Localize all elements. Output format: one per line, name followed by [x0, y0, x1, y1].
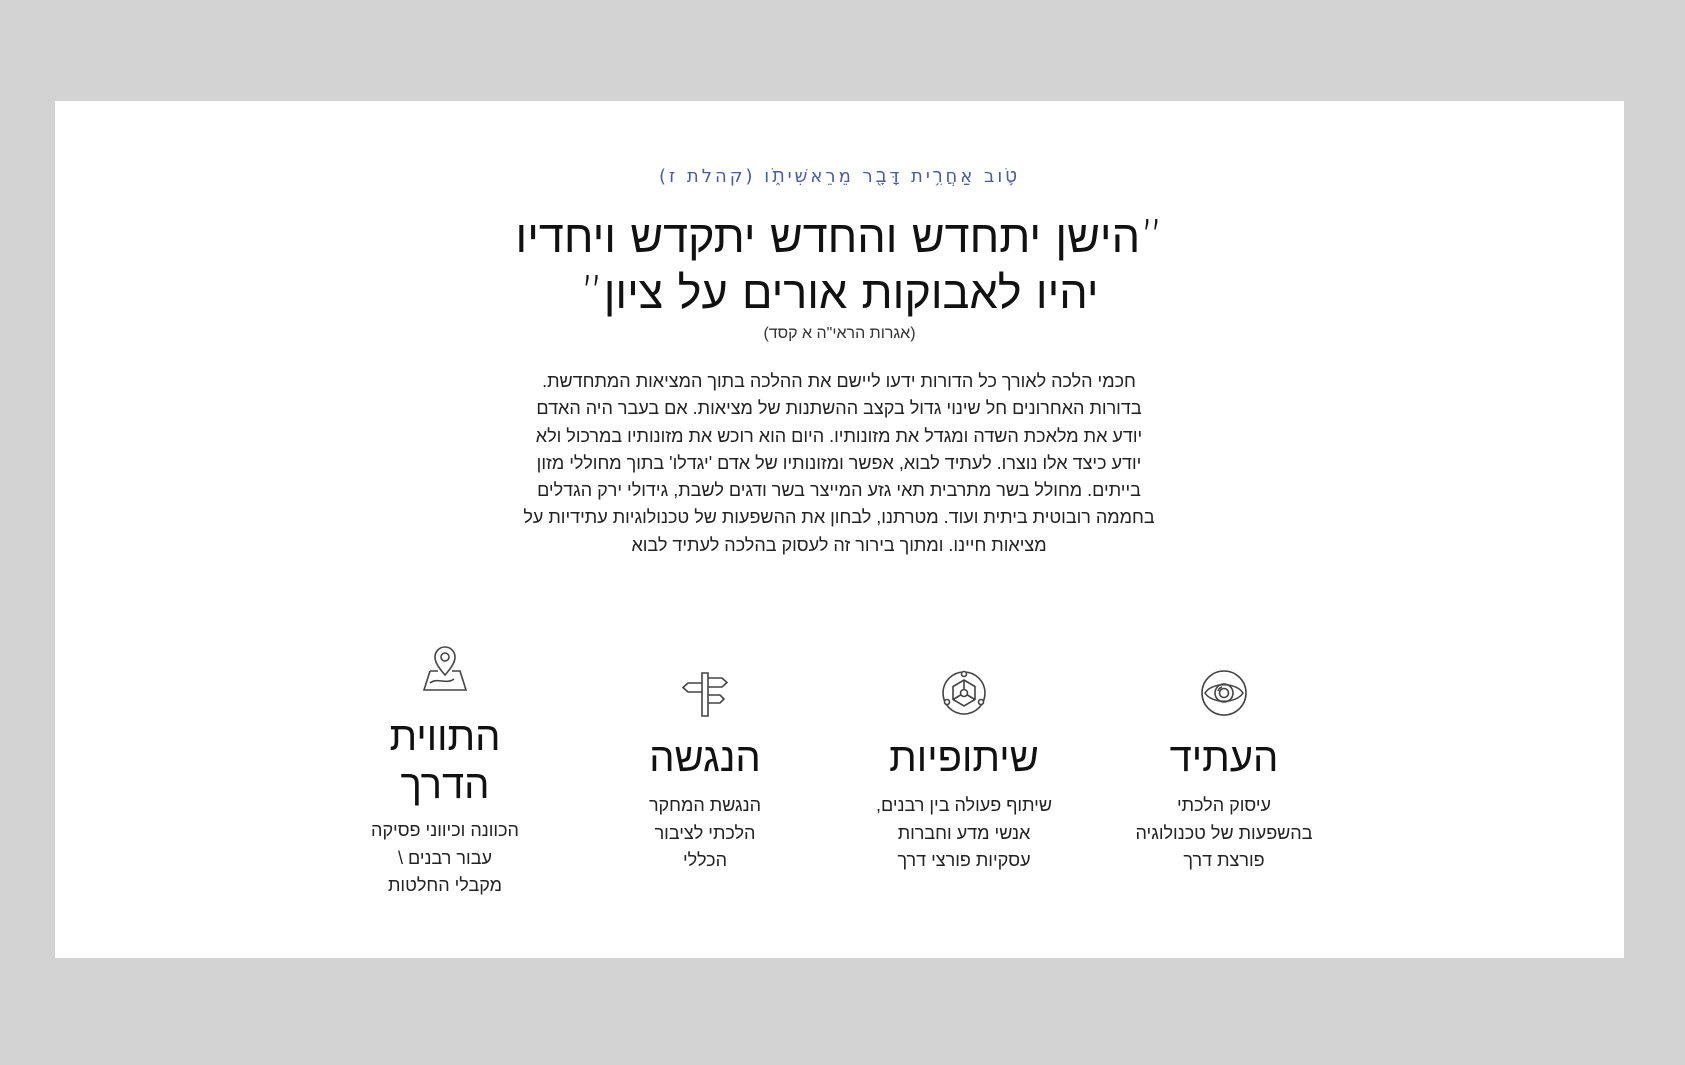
feature-accessibility — [585, 664, 825, 904]
feature-description-line: עבור רבנים \ — [398, 847, 492, 868]
feature-title-line: הדרך — [400, 762, 490, 808]
quote-source: (אגרות הראי"ה א קסד) — [763, 325, 916, 342]
feature-title-line: התווית — [389, 714, 501, 760]
feature-description-line: בהשפעות של טכנולוגיה — [1135, 822, 1313, 843]
feature-description-line: עסקיות פורצי דרך — [897, 850, 1031, 870]
feature-title — [844, 734, 1084, 782]
network-icon — [939, 668, 989, 718]
feature-title-line: העתיד — [1169, 735, 1279, 781]
feature-title-line: הנגשה — [649, 735, 761, 781]
feature-description-line: הנגשת המחקר — [648, 795, 762, 815]
intro-line: חכמי הלכה לאורך כל הדורות ידעו ליישם את ההלכה בתוך המציאות המתחדשת. — [542, 371, 1136, 391]
feature-collaboration — [844, 664, 1084, 904]
feature-description-line: אנשי מדע וחברות — [897, 822, 1031, 843]
intro-line: בחממה רובוטית ביתית ועוד. מטרתנו, לבחון את ההשפעות של טכנולוגיות עתידיות על — [523, 507, 1155, 528]
feature-description-line: פורצת דרך — [1183, 850, 1265, 870]
map-pin-icon — [420, 645, 470, 695]
feature-description-line: הכללי — [682, 850, 728, 870]
feature-future — [1104, 664, 1344, 904]
intro-line: מציאות חיינו. ומתוך בירור זה לעסוק בהלכה לעתיד לבוא — [631, 534, 1047, 555]
feature-title — [1104, 734, 1344, 782]
feature-description — [585, 792, 825, 875]
feature-title-line: שיתופיות — [889, 735, 1039, 781]
intro-line: בדורות האחרונים חל שינוי גדול בקצב ההשתנות של מציאות. אם בעבר היה האדם — [536, 398, 1142, 419]
feature-description-line: הלכתי לציבור — [654, 822, 756, 843]
signpost-icon — [680, 668, 730, 718]
intro-line: בייתים. מחולל בשר מתרבית תאי גזע המייצר בשר ודגים לשבת, גידולי ירק הגדלים — [537, 480, 1141, 501]
main-quote — [55, 209, 1624, 321]
quote-line: יהיו לאבוקות אורים על ציון” — [580, 266, 1099, 319]
feature-description-line: שיתוף פעולה בין רבנים, — [876, 795, 1052, 815]
feature-description — [1104, 792, 1344, 875]
feature-description — [844, 792, 1084, 875]
content-card — [55, 101, 1624, 958]
intro-line: יודע כיצד אלו נוצרו. לעתיד לבוא, אפשר ומזונותיו של אדם 'יגדלו' בתוך מחוללי מזון — [536, 452, 1142, 473]
quote-line: ”הישן יתחדש והחדש יתקדש ויחדיו — [515, 210, 1164, 263]
intro-line: יודע את מלאכת השדה ומגדל את מזונותיו. היום הוא רוכש את מזונותיו במרכול ולא — [535, 425, 1143, 446]
feature-title — [585, 734, 825, 782]
verse-heading: טֹ֛וב אַחֲרִ֥ית דָּבָ֖ר מֵרֵאשִׁיתֹ֑ו (קהלת ז) — [658, 166, 1021, 187]
eye-icon — [1199, 668, 1249, 718]
feature-description-line: עיסוק הלכתי — [1176, 795, 1272, 815]
feature-description — [325, 817, 565, 900]
intro-paragraph — [509, 368, 1169, 559]
feature-title — [325, 713, 565, 809]
feature-path-marking — [325, 641, 565, 921]
feature-description-line: הכוונה וכיווני פסיקה — [371, 820, 519, 840]
feature-description-line: מקבלי החלטות — [387, 875, 503, 895]
